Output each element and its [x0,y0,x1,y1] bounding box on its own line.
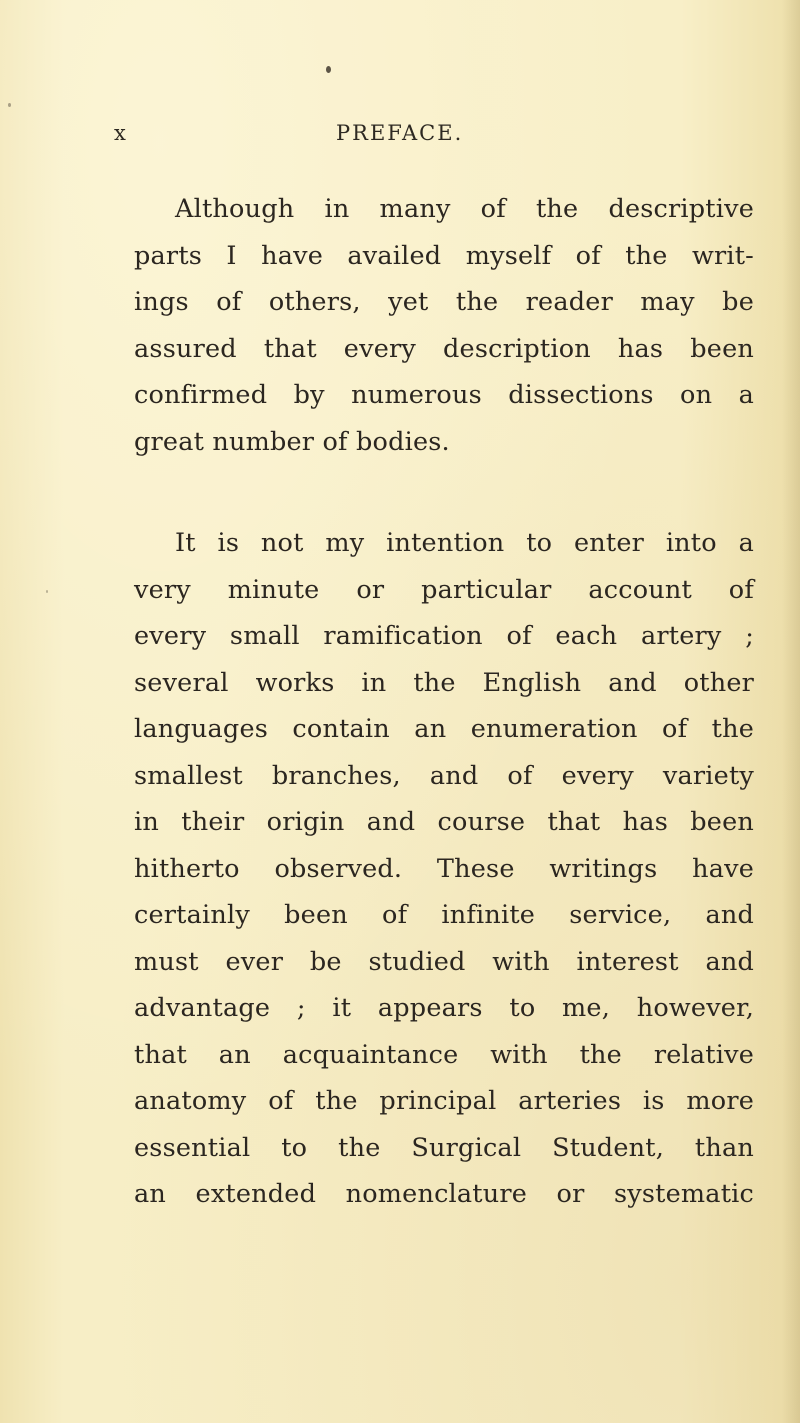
paragraph [134,186,754,465]
ink-speck [8,103,11,107]
text-line: great number of bodies. [134,426,450,457]
text-line: languages contain an enumeration of the [134,714,754,744]
text-line: ings of others, yet the reader may be [134,287,754,317]
text-line: essential to the Surgical Student, than [134,1132,754,1163]
text-line: several works in the English and other [134,667,754,698]
ink-speck [326,66,331,73]
text-line: every small ramification of each artery ; [134,621,754,651]
page-edge-shadow [782,0,800,1423]
text-line: parts I have availed myself of the writ- [134,240,754,271]
text-line: smallest branches, and of every variety [134,760,754,791]
text-line: must ever be studied with interest and [134,946,754,977]
text-line: that an acquaintance with the relative [134,1039,754,1070]
text-line: very minute or particular account of [134,574,754,605]
running-head [0,121,800,157]
text-line: confirmed by numerous dissections on a [134,380,754,410]
text-line: anatomy of the principal arteries is more [134,1086,754,1116]
text-line: in their origin and course that has been [134,807,754,837]
text-line: It is not my intention to enter into a [175,528,754,558]
text-line: Although in many of the descriptive [175,194,754,224]
ink-speck [46,590,48,593]
paragraph [134,520,754,1218]
text-line: advantage ; it appears to me, however, [134,993,754,1023]
text-line: hitherto observed. These writings have [134,853,754,884]
text-line: certainly been of infinite service, and [134,900,754,930]
text-line: assured that every description has been [134,333,754,364]
running-title: PREFACE. [336,121,464,145]
text-line: an extended nomenclature or systematic [134,1179,754,1209]
page-number: x [114,121,127,145]
